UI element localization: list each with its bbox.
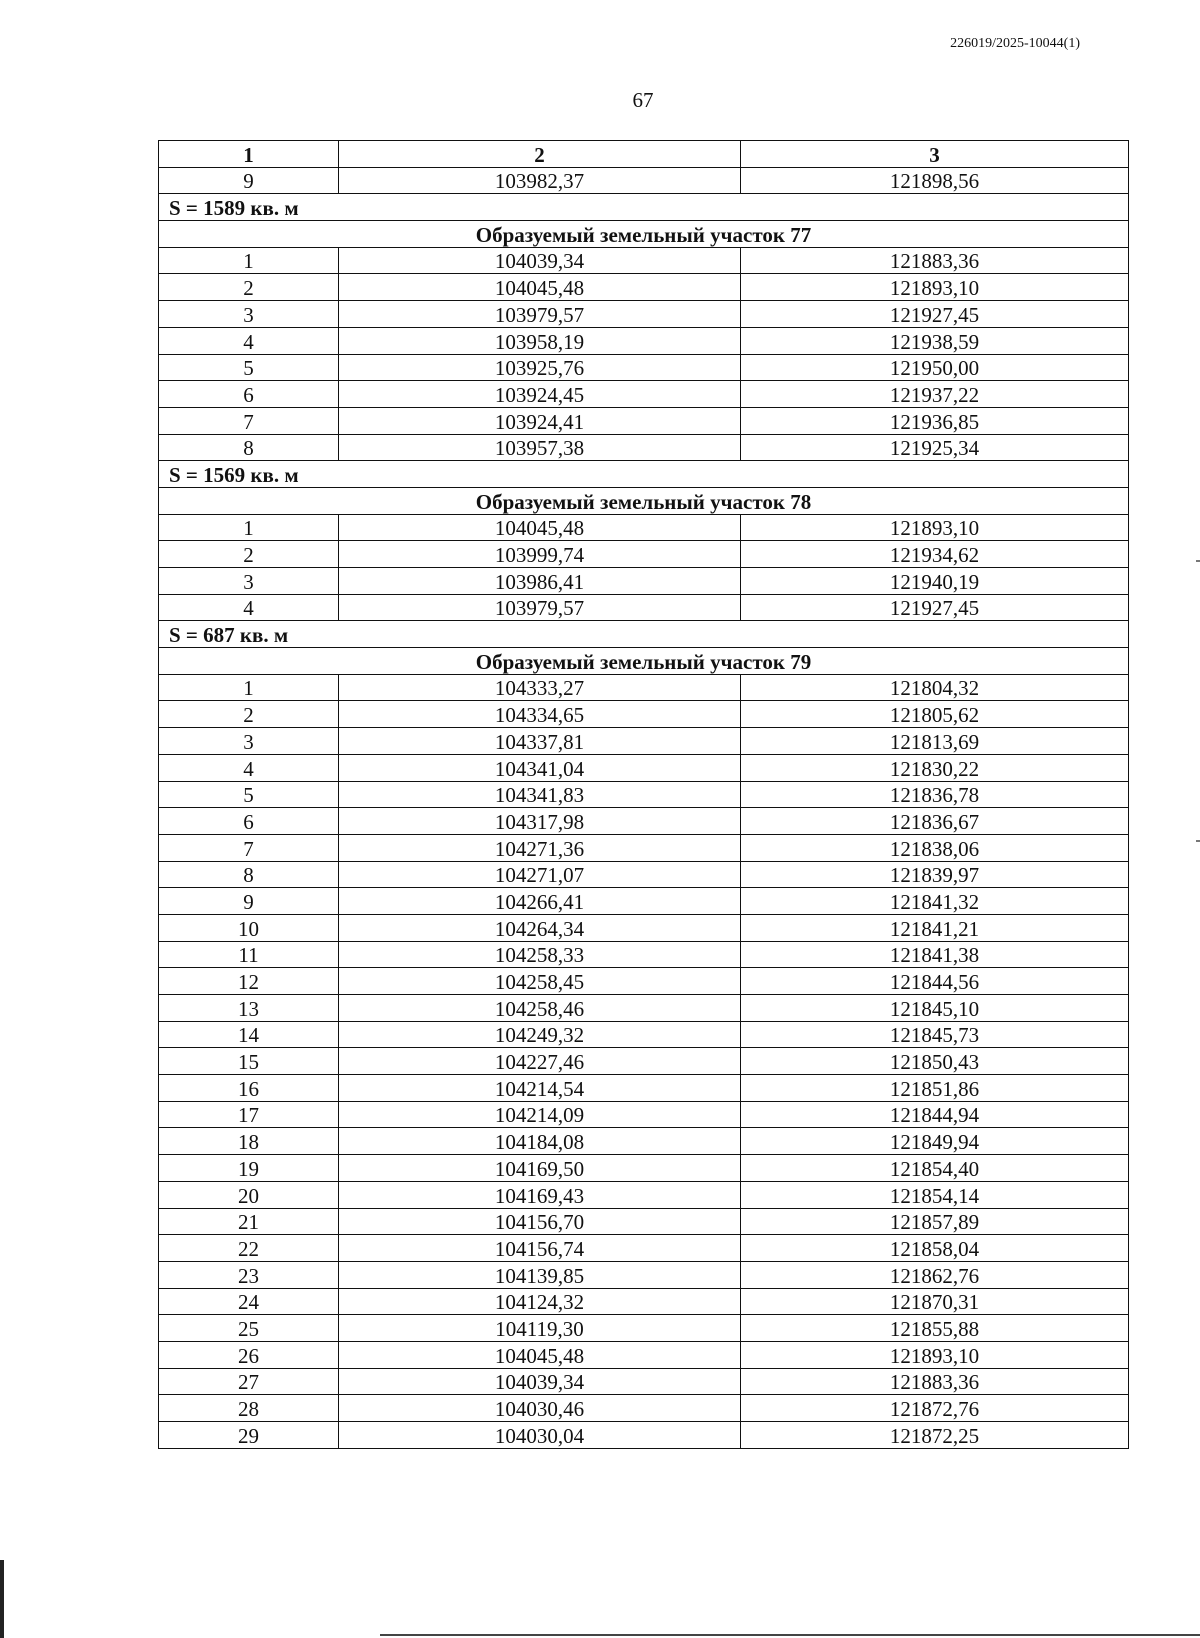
coordinate-y: 121940,19 — [741, 568, 1129, 595]
coordinate-y: 121805,62 — [741, 701, 1129, 728]
coordinate-y: 121927,45 — [741, 594, 1129, 621]
coordinate-y: 121836,78 — [741, 781, 1129, 808]
table-row — [159, 834, 1129, 861]
coordinate-y: 121830,22 — [741, 754, 1129, 781]
point-number: 3 — [159, 568, 339, 595]
table-row — [159, 434, 1129, 461]
coordinate-x: 104337,81 — [339, 728, 741, 755]
coordinate-x: 104249,32 — [339, 1021, 741, 1048]
table-row — [159, 1021, 1129, 1048]
table-row — [159, 968, 1129, 995]
coordinate-x: 103979,57 — [339, 594, 741, 621]
point-number: 28 — [159, 1395, 339, 1422]
coordinate-y: 121854,14 — [741, 1181, 1129, 1208]
point-number: 6 — [159, 808, 339, 835]
coordinate-x: 104030,04 — [339, 1422, 741, 1449]
coordinate-x: 103979,57 — [339, 301, 741, 328]
table-row — [159, 1395, 1129, 1422]
point-number: 12 — [159, 968, 339, 995]
coordinate-x: 104139,85 — [339, 1261, 741, 1288]
point-number: 16 — [159, 1075, 339, 1102]
point-number: 26 — [159, 1341, 339, 1368]
point-number: 8 — [159, 861, 339, 888]
table-row — [159, 1288, 1129, 1315]
coordinate-x: 104039,34 — [339, 1368, 741, 1395]
coordinate-y: 121934,62 — [741, 541, 1129, 568]
table-row — [159, 274, 1129, 301]
coordinate-x: 103986,41 — [339, 568, 741, 595]
coordinate-y: 121893,10 — [741, 514, 1129, 541]
point-number: 19 — [159, 1155, 339, 1182]
coordinate-x: 104271,36 — [339, 834, 741, 861]
coordinate-x: 103958,19 — [339, 327, 741, 354]
point-number: 21 — [159, 1208, 339, 1235]
table-row — [159, 167, 1129, 194]
table-row — [159, 594, 1129, 621]
point-number: 4 — [159, 594, 339, 621]
coordinate-y: 121850,43 — [741, 1048, 1129, 1075]
parcel-title-row — [159, 487, 1129, 514]
table-row — [159, 1048, 1129, 1075]
coordinate-y: 121836,67 — [741, 808, 1129, 835]
table-row — [159, 381, 1129, 408]
coordinate-y: 121813,69 — [741, 728, 1129, 755]
coordinate-x: 104341,83 — [339, 781, 741, 808]
table-row — [159, 1101, 1129, 1128]
table-row — [159, 1235, 1129, 1262]
point-number: 4 — [159, 327, 339, 354]
coordinate-y: 121950,00 — [741, 354, 1129, 381]
table-row — [159, 247, 1129, 274]
coordinate-y: 121845,73 — [741, 1021, 1129, 1048]
table-row — [159, 728, 1129, 755]
page-number: 67 — [632, 88, 654, 112]
coordinate-y: 121893,10 — [741, 274, 1129, 301]
table-row — [159, 1181, 1129, 1208]
parcel-title: Образуемый земельный участок 77 — [159, 221, 1129, 248]
table-row — [159, 754, 1129, 781]
table-row — [159, 1261, 1129, 1288]
area-row — [159, 461, 1129, 488]
column-header-1: 1 — [159, 141, 339, 168]
table-row — [159, 888, 1129, 915]
coordinate-x: 104214,09 — [339, 1101, 741, 1128]
coordinate-x: 104341,04 — [339, 754, 741, 781]
coordinate-x: 104156,74 — [339, 1235, 741, 1262]
coordinate-y: 121855,88 — [741, 1315, 1129, 1342]
coordinate-x: 104271,07 — [339, 861, 741, 888]
table-row — [159, 1128, 1129, 1155]
coordinate-x: 104169,50 — [339, 1155, 741, 1182]
scan-mark — [1196, 840, 1200, 842]
coordinate-y: 121870,31 — [741, 1288, 1129, 1315]
coordinate-x: 104333,27 — [339, 674, 741, 701]
coordinate-y: 121857,89 — [741, 1208, 1129, 1235]
parcel-title: Образуемый земельный участок 78 — [159, 487, 1129, 514]
area-row — [159, 194, 1129, 221]
table-row — [159, 995, 1129, 1022]
document-id: 226019/2025-10044(1) — [950, 36, 1080, 51]
coordinate-x: 104258,33 — [339, 941, 741, 968]
coordinate-x: 103924,45 — [339, 381, 741, 408]
point-number: 14 — [159, 1021, 339, 1048]
table-row — [159, 514, 1129, 541]
point-number: 4 — [159, 754, 339, 781]
table-row — [159, 1315, 1129, 1342]
coordinate-x: 104214,54 — [339, 1075, 741, 1102]
point-number: 3 — [159, 728, 339, 755]
table-row — [159, 701, 1129, 728]
point-number: 8 — [159, 434, 339, 461]
coordinate-x: 103982,37 — [339, 167, 741, 194]
coordinate-x: 104030,46 — [339, 1395, 741, 1422]
coordinate-y: 121849,94 — [741, 1128, 1129, 1155]
point-number: 20 — [159, 1181, 339, 1208]
coordinate-y: 121844,56 — [741, 968, 1129, 995]
coordinate-y: 121841,38 — [741, 941, 1129, 968]
point-number: 2 — [159, 701, 339, 728]
coordinate-y: 121845,10 — [741, 995, 1129, 1022]
table-row — [159, 1422, 1129, 1449]
table-row — [159, 541, 1129, 568]
point-number: 5 — [159, 354, 339, 381]
coordinate-y: 121862,76 — [741, 1261, 1129, 1288]
table-row — [159, 568, 1129, 595]
point-number: 23 — [159, 1261, 339, 1288]
table-row — [159, 327, 1129, 354]
coordinate-y: 121937,22 — [741, 381, 1129, 408]
coordinate-y: 121851,86 — [741, 1075, 1129, 1102]
coordinates-table — [158, 140, 1129, 1449]
coordinate-y: 121841,32 — [741, 888, 1129, 915]
point-number: 27 — [159, 1368, 339, 1395]
table-row — [159, 1208, 1129, 1235]
point-number: 6 — [159, 381, 339, 408]
coordinate-x: 104156,70 — [339, 1208, 741, 1235]
coordinate-y: 121804,32 — [741, 674, 1129, 701]
coordinate-y: 121893,10 — [741, 1341, 1129, 1368]
point-number: 2 — [159, 541, 339, 568]
coordinate-x: 104266,41 — [339, 888, 741, 915]
coordinate-y: 121898,56 — [741, 167, 1129, 194]
coordinate-x: 103925,76 — [339, 354, 741, 381]
column-header-2: 2 — [339, 141, 741, 168]
table-row — [159, 781, 1129, 808]
point-number: 9 — [159, 888, 339, 915]
coordinate-y: 121938,59 — [741, 327, 1129, 354]
area-value: S = 1569 кв. м — [159, 461, 1129, 488]
table-row — [159, 941, 1129, 968]
table-row — [159, 1155, 1129, 1182]
point-number: 15 — [159, 1048, 339, 1075]
area-row — [159, 621, 1129, 648]
coordinate-x: 104119,30 — [339, 1315, 741, 1342]
point-number: 2 — [159, 274, 339, 301]
point-number: 17 — [159, 1101, 339, 1128]
point-number: 22 — [159, 1235, 339, 1262]
coordinate-y: 121858,04 — [741, 1235, 1129, 1262]
point-number: 5 — [159, 781, 339, 808]
coordinate-x: 103999,74 — [339, 541, 741, 568]
coordinate-y: 121936,85 — [741, 407, 1129, 434]
scan-left-edge — [0, 1560, 4, 1638]
point-number: 3 — [159, 301, 339, 328]
point-number: 1 — [159, 514, 339, 541]
point-number: 25 — [159, 1315, 339, 1342]
coordinate-y: 121883,36 — [741, 1368, 1129, 1395]
point-number: 11 — [159, 941, 339, 968]
coordinate-y: 121883,36 — [741, 247, 1129, 274]
coordinate-x: 104317,98 — [339, 808, 741, 835]
coordinates-table-body — [159, 141, 1129, 1449]
coordinate-y: 121838,06 — [741, 834, 1129, 861]
table-row — [159, 1075, 1129, 1102]
table-row — [159, 301, 1129, 328]
point-number: 9 — [159, 167, 339, 194]
coordinate-x: 104258,45 — [339, 968, 741, 995]
point-number: 13 — [159, 995, 339, 1022]
coordinate-x: 104169,43 — [339, 1181, 741, 1208]
area-value: S = 687 кв. м — [159, 621, 1129, 648]
coordinate-x: 104039,34 — [339, 247, 741, 274]
point-number: 29 — [159, 1422, 339, 1449]
scan-bottom-edge — [380, 1634, 1200, 1636]
coordinate-x: 104334,65 — [339, 701, 741, 728]
coordinate-x: 103957,38 — [339, 434, 741, 461]
coordinate-x: 104045,48 — [339, 514, 741, 541]
point-number: 18 — [159, 1128, 339, 1155]
parcel-title: Образуемый земельный участок 79 — [159, 648, 1129, 675]
table-row — [159, 407, 1129, 434]
table-header-row — [159, 141, 1129, 168]
coordinate-x: 104184,08 — [339, 1128, 741, 1155]
coordinate-x: 104124,32 — [339, 1288, 741, 1315]
coordinate-y: 121841,21 — [741, 914, 1129, 941]
coordinate-y: 121925,34 — [741, 434, 1129, 461]
table-row — [159, 354, 1129, 381]
table-row — [159, 914, 1129, 941]
coordinate-x: 104264,34 — [339, 914, 741, 941]
column-header-3: 3 — [741, 141, 1129, 168]
parcel-title-row — [159, 221, 1129, 248]
coordinate-y: 121854,40 — [741, 1155, 1129, 1182]
table-row — [159, 1341, 1129, 1368]
coordinate-x: 104045,48 — [339, 274, 741, 301]
coordinate-y: 121872,25 — [741, 1422, 1129, 1449]
area-value: S = 1589 кв. м — [159, 194, 1129, 221]
point-number: 24 — [159, 1288, 339, 1315]
parcel-title-row — [159, 648, 1129, 675]
coordinate-x: 104258,46 — [339, 995, 741, 1022]
coordinate-y: 121927,45 — [741, 301, 1129, 328]
table-row — [159, 1368, 1129, 1395]
point-number: 10 — [159, 914, 339, 941]
coordinate-x: 103924,41 — [339, 407, 741, 434]
coordinate-x: 104045,48 — [339, 1341, 741, 1368]
point-number: 1 — [159, 674, 339, 701]
point-number: 7 — [159, 834, 339, 861]
coordinate-x: 104227,46 — [339, 1048, 741, 1075]
table-row — [159, 861, 1129, 888]
point-number: 7 — [159, 407, 339, 434]
scan-mark — [1196, 560, 1200, 562]
point-number: 1 — [159, 247, 339, 274]
coordinate-y: 121844,94 — [741, 1101, 1129, 1128]
table-row — [159, 674, 1129, 701]
coordinate-y: 121872,76 — [741, 1395, 1129, 1422]
coordinate-y: 121839,97 — [741, 861, 1129, 888]
table-row — [159, 808, 1129, 835]
